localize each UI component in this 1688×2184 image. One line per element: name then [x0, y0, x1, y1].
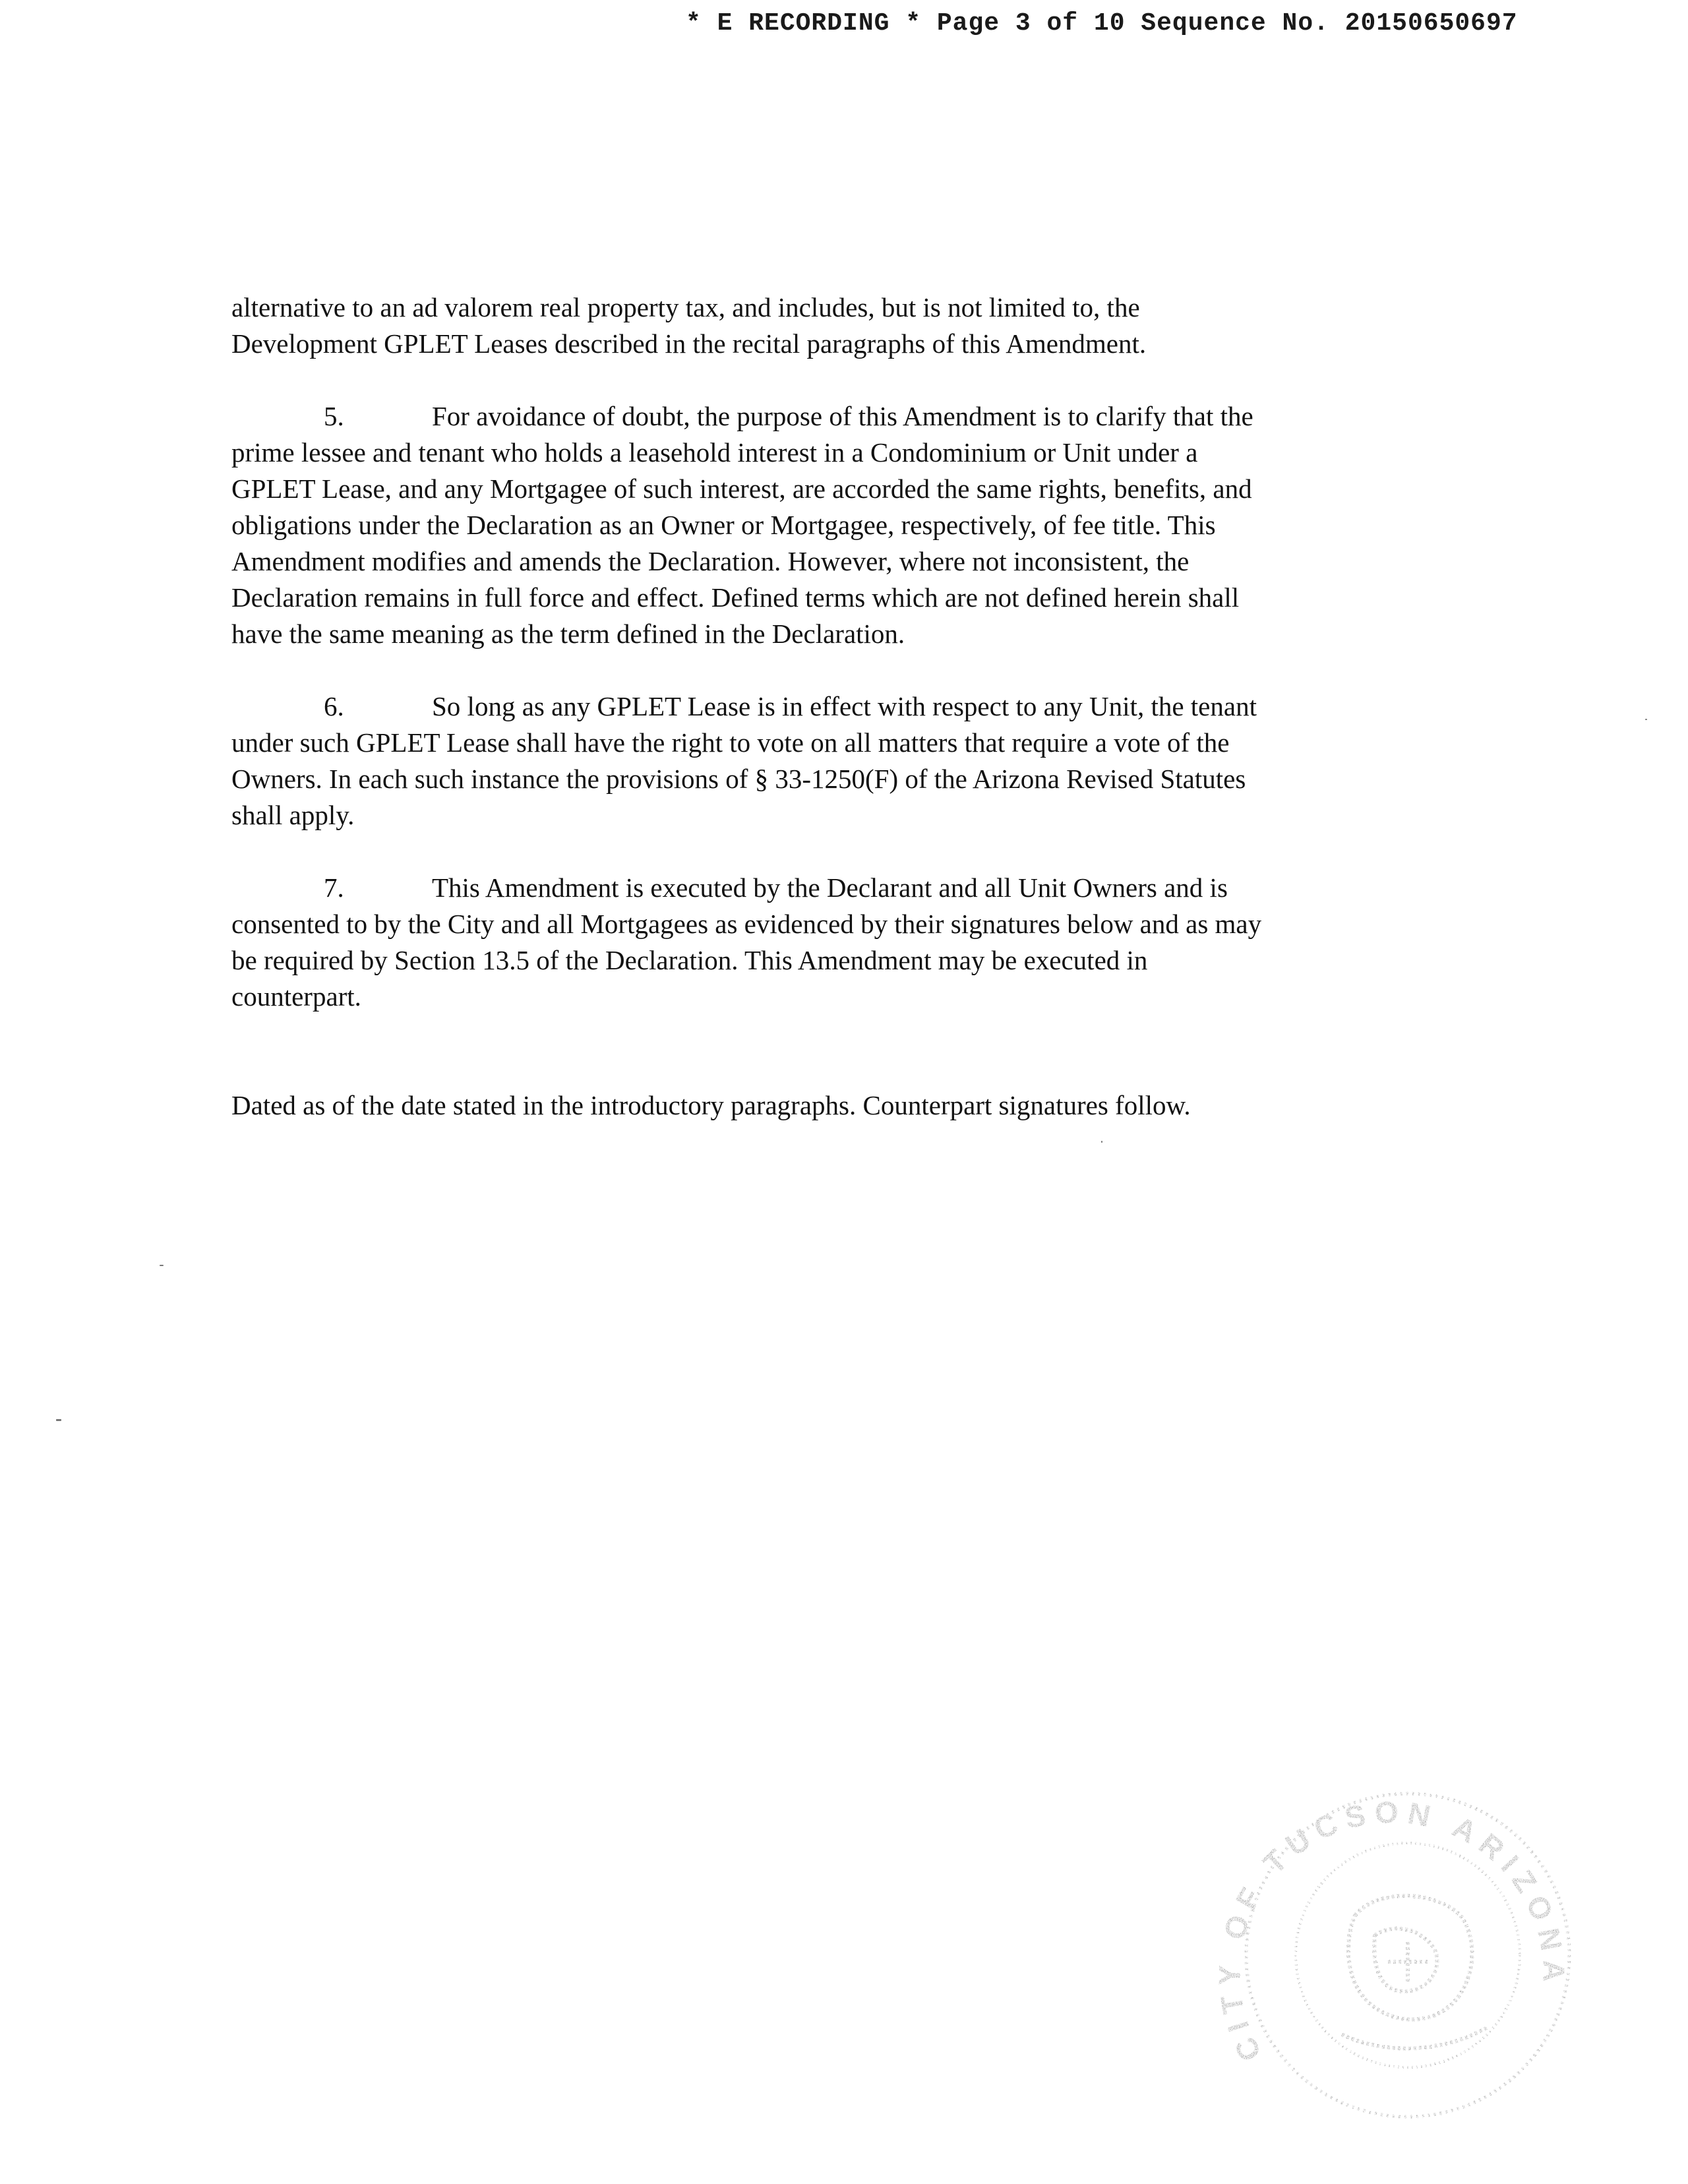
paragraph-text: Dated as of the date stated in the introductory paragraphs. Counterpart signatures follow.	[231, 1090, 1191, 1120]
paragraph-continuation	[231, 253, 1471, 362]
city-seal-stamp	[1210, 1764, 1592, 2120]
paragraph-text: This Amendment is executed by the Declarant and all Unit Owners and is consented to by the City and all Mortgagees as evidenced by their signatures below and as may be required by Section 13.5 of the Declaration. This Amendment may be executed in counterpart.	[231, 872, 1262, 1012]
scan-speck	[1101, 1141, 1102, 1143]
scan-speck	[160, 1265, 164, 1266]
document-body	[231, 253, 1471, 1160]
seal-emblem	[1342, 1896, 1487, 2048]
paragraph-dated	[231, 1051, 1471, 1124]
paragraph-text: For avoidance of doubt, the purpose of this Amendment is to clarify that the prime lessee and tenant who holds a leasehold interest in a Condominium or Unit under a GPLET Lease, and any Mortgagee of such interest, are accorded the same rights, benefits, and obligations under the Declaration as an Owner or Mortgagee, respectively, of fee title. This Amendment modifies and amends the Declaration. However, where not inconsistent, the Declaration remains in full force and effect. Defined terms which are not defined herein shall have the same meaning as the term defined in the Declaration.	[231, 401, 1253, 649]
paragraph-text: alternative to an ad valorem real property tax, and includes, but is not limited to, the Development GPLET Leases described in the recital paragraphs of this Amendment.	[231, 292, 1147, 359]
paragraph-number: 6.	[324, 691, 344, 721]
scan-speck	[56, 1419, 61, 1421]
paragraph-6	[231, 688, 1471, 834]
scan-speck	[1645, 719, 1647, 720]
recording-header: * E RECORDING * Page 3 of 10 Sequence No. 20150650697	[686, 9, 1518, 38]
paragraph-number: 7.	[324, 872, 344, 903]
paragraph-number: 5.	[324, 401, 344, 431]
paragraph-text: So long as any GPLET Lease is in effect with respect to any Unit, the tenant under such GPLET Lease shall have the right to vote on all matters that require a vote of the Owners. In each such instance the provisions of § 33-1250(F) of the Arizona Revised Statutes shall apply.	[231, 691, 1257, 830]
seal-text: CITY OF TUCSON ARIZONA	[1212, 1794, 1571, 2067]
paragraph-5	[231, 398, 1471, 652]
paragraph-7	[231, 870, 1471, 1015]
